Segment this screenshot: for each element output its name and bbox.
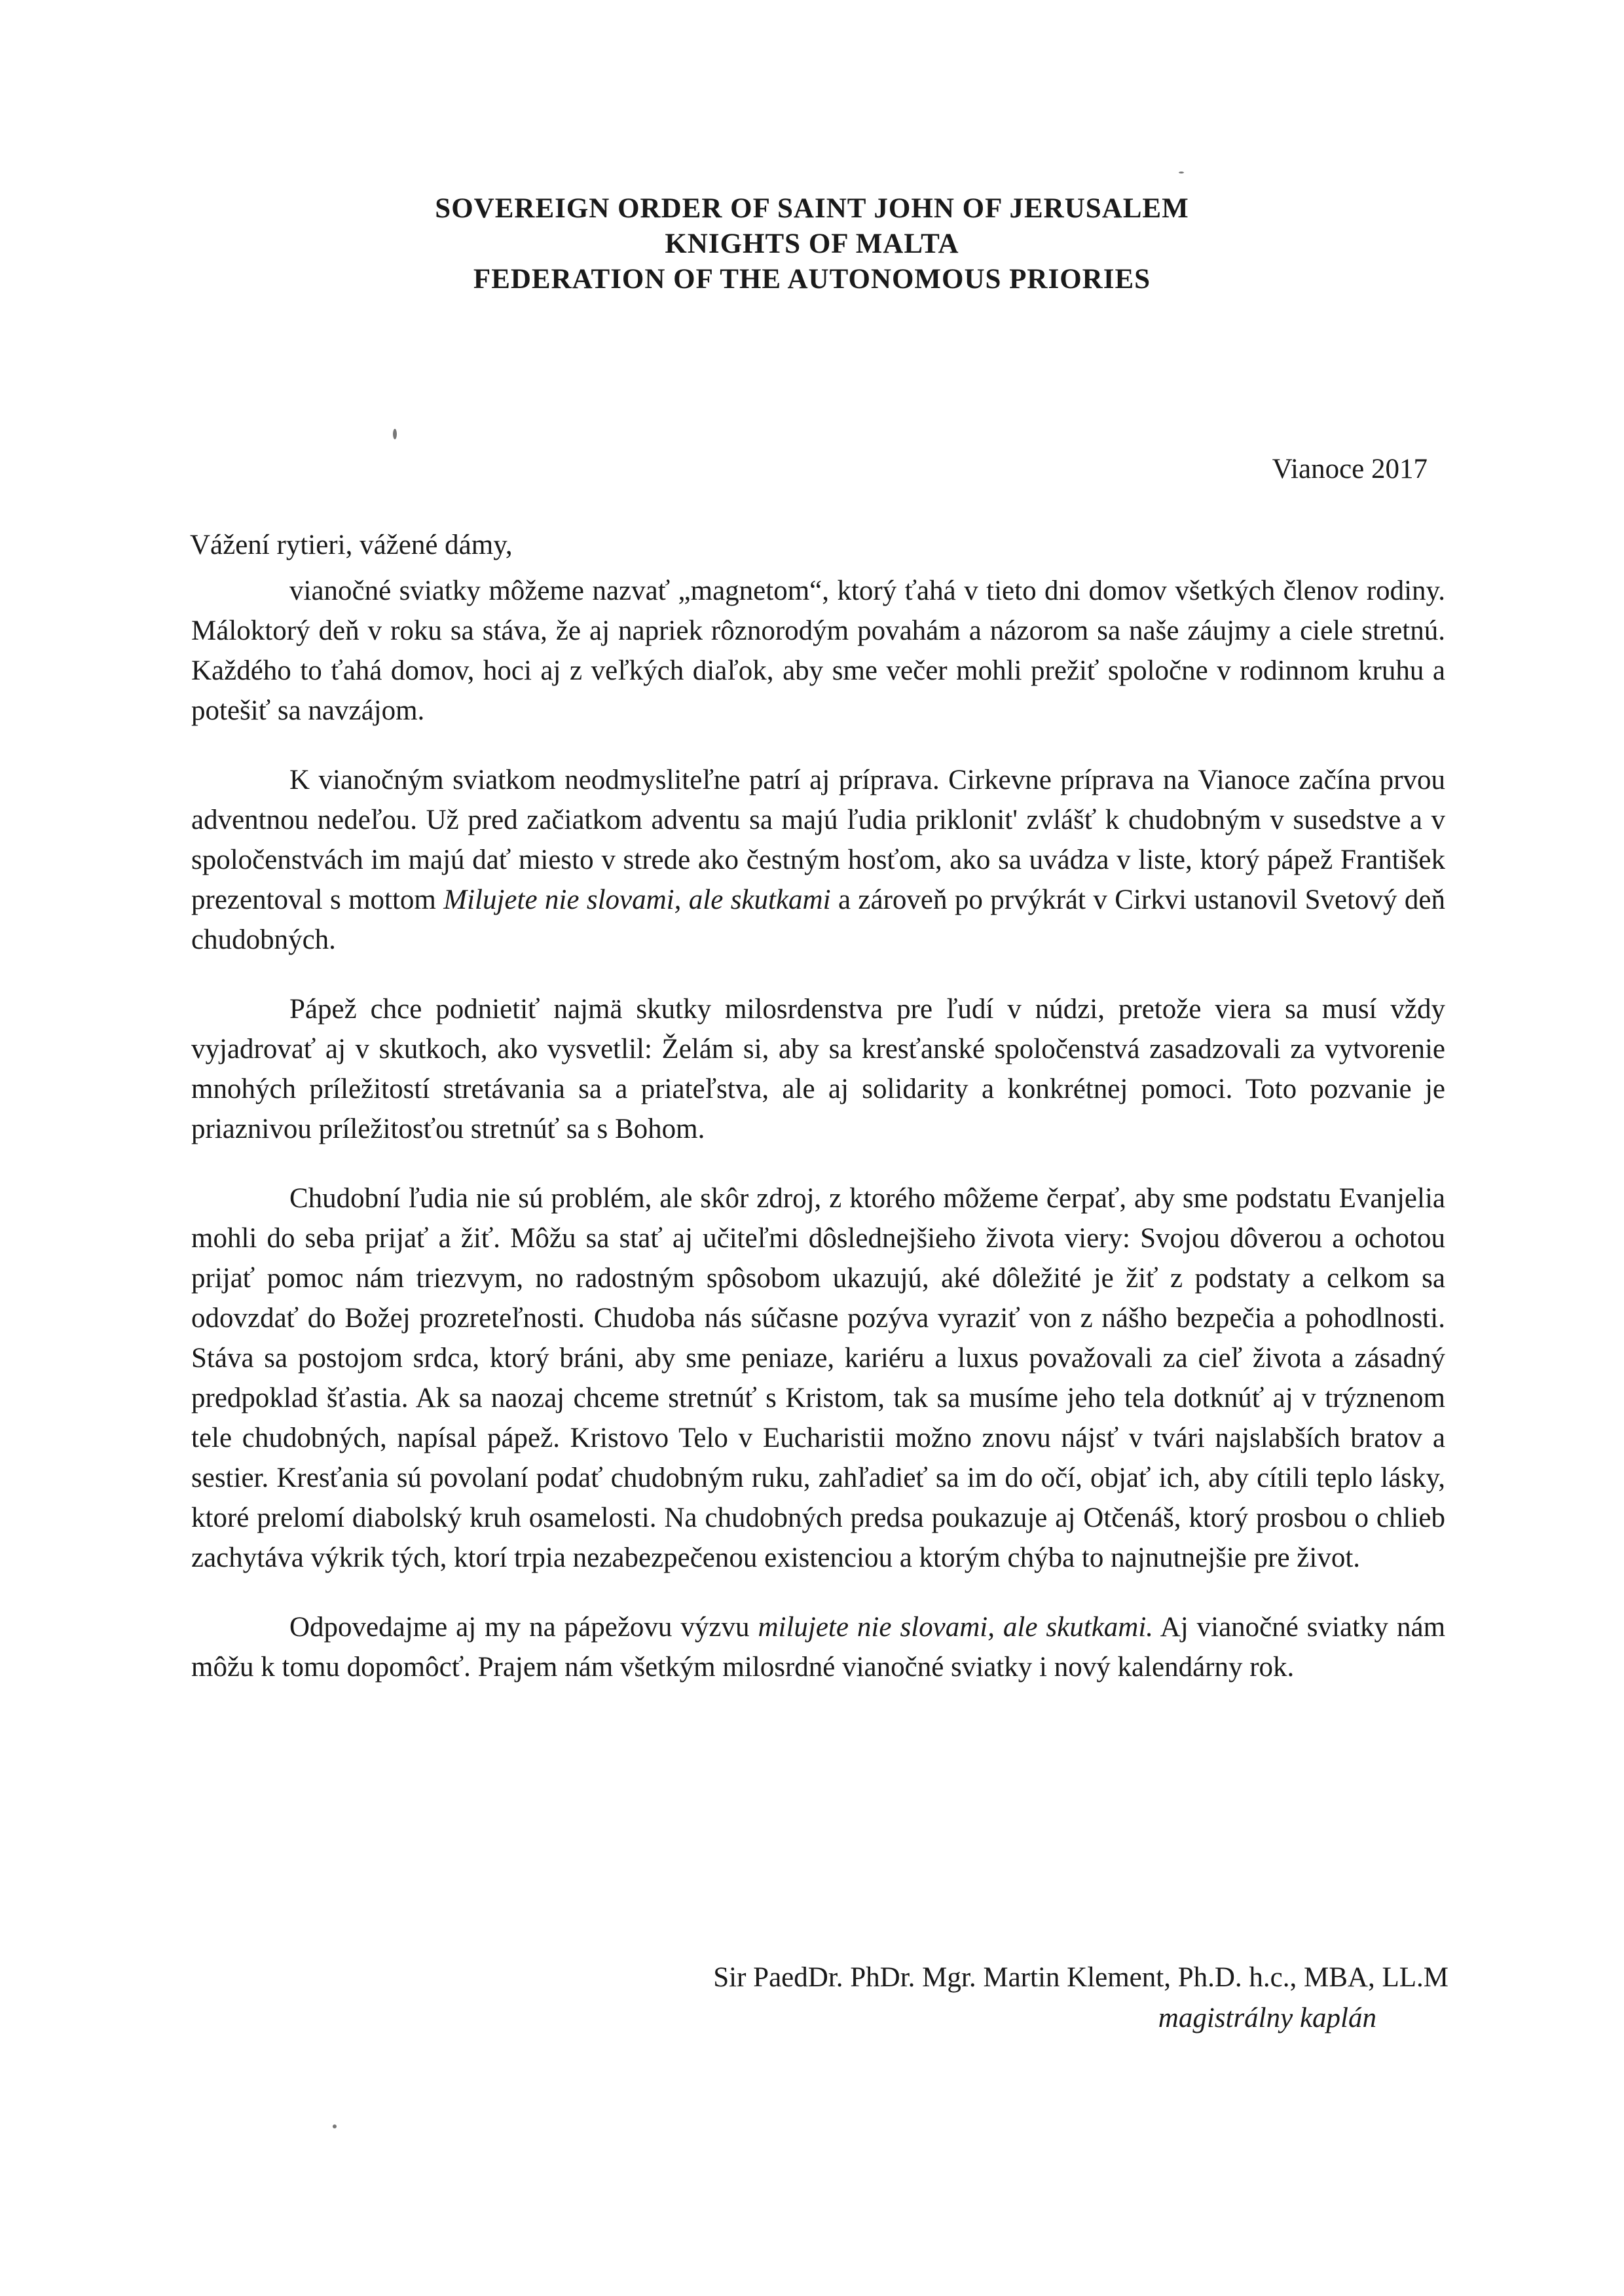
salutation: Vážení rytieri, vážené dámy,: [190, 530, 513, 560]
signature-role: magistrálny kaplán: [1158, 2003, 1376, 2033]
letter-body: [191, 571, 1445, 1717]
paragraph-5-motto: milujete nie slovami, ale skutkami.: [758, 1612, 1154, 1643]
scan-speck: [393, 429, 397, 439]
paragraph-2-motto: Milujete nie slovami, ale skutkami: [443, 884, 831, 915]
paragraph-3: Pápež chce podnietiť najmä skutky milosrdenstva pre ľudí v núdzi, pretože viera sa musí vždy vyjadrovať aj v skutkoch, ako vysvetlil: Želám si, aby sa kresťanské spoločenstvá zasadzovali za vytvorenie mnohých príležitostí stretávania sa a priateľstva, ale aj solidarity a konkrétnej pomoci. Toto pozvanie je priaznivou príležitosťou stretnúť sa s Bohom.: [191, 994, 1445, 1144]
letter-date: Vianoce 2017: [1272, 454, 1428, 484]
paragraph-5-text-a: Odpovedajme aj my na pápežovu výzvu: [289, 1612, 758, 1643]
signature-name: Sir PaedDr. PhDr. Mgr. Martin Klement, Ph.D. h.c., MBA, LL.M: [713, 1962, 1449, 1993]
paragraph-2-text-a: K vianočným sviatkom neodmysliteľne patrí aj príprava. Cirkevne príprava na Vianoce začína prvou adventnou nedeľou. Už pred začiatkom adventu sa majú ľudia priklonit' zvlášť k chudobným v susedstve a v spoločenstvách im majú dať miesto v strede ako čestným hosťom, ako sa uvádza v liste, ktorý pápež František prezentoval s mottom: [191, 765, 1445, 915]
letterhead-line-knights: KNIGHTS OF MALTA: [665, 228, 959, 259]
scan-speck: [333, 2124, 337, 2128]
paragraph-2: [191, 760, 1445, 960]
letterhead: [0, 191, 1624, 297]
paragraph-5: [191, 1607, 1445, 1687]
paragraph-4: Chudobní ľudia nie sú problém, ale skôr zdroj, z ktorého môžeme čerpať, aby sme podstatu Evanjelia mohli do seba prijať a žiť. Môžu sa stať aj učiteľmi dôslednejšieho života viery: Svojou dôverou a ochotou prijať pomoc nám triezvym, no radostným spôsobom ukazujú, aké dôležité je žiť z podstaty a celkom sa odovzdať do Božej prozreteľnosti. Chudoba nás súčasne pozýva vyraziť von z nášho bezpečia a pohodlnosti. Stáva sa postojom srdca, ktorý bráni, aby sme peniaze, kariéru a luxus považovali za cieľ života a zásadný predpoklad šťastia. Ak sa naozaj chceme stretnúť s Kristom, tak sa musíme jeho tela dotknúť aj v trýznenom tele chudobných, napísal pápež. Kristovo Telo v Eucharistii možno znovu nájsť v tvári najslabších bratov a sestier. Kresťania sú povolaní podať chudobným ruku, zahľadieť sa im do očí, objať ich, aby cítili teplo lásky, ktoré prelomí diabolský kruh osamelosti. Na chudobných predsa poukazuje aj Otčenáš, ktorý prosbou o chlieb zachytáva výkrik tých, ktorí trpia nezabezpečenou existenciou a ktorým chýba to najnutnejšie pre život.: [191, 1183, 1445, 1573]
paragraph-1: vianočné sviatky môžeme nazvať „magnetom“, ktorý ťahá v tieto dni domov všetkých členov rodiny. Máloktorý deň v roku sa stáva, že aj napriek rôznorodým povahám a názorom sa naše záujmy a ciele stretnú. Každého to ťahá domov, hoci aj z veľkých diaľok, aby sme večer mohli prežiť spoločne v rodinnom kruhu a potešiť sa navzájom.: [191, 575, 1445, 726]
scan-speck: [1179, 172, 1184, 173]
signature-block: [713, 1958, 1449, 2039]
paragraph-5-text-b: Aj vianočné sviatky nám môžu k tomu dopomôcť. Prajem nám všetkým milosrdné vianočné sviatky i nový kalendárny rok.: [191, 1612, 1446, 1683]
paragraph-2-text-b: a zároveň po prvýkrát v Cirkvi ustanovil Svetový deň chudobných.: [191, 884, 1445, 955]
letterhead-line-federation: FEDERATION OF THE AUTONOMOUS PRIORIES: [473, 264, 1151, 295]
letterhead-line-order: SOVEREIGN ORDER OF SAINT JOHN OF JERUSALEM: [435, 193, 1189, 224]
